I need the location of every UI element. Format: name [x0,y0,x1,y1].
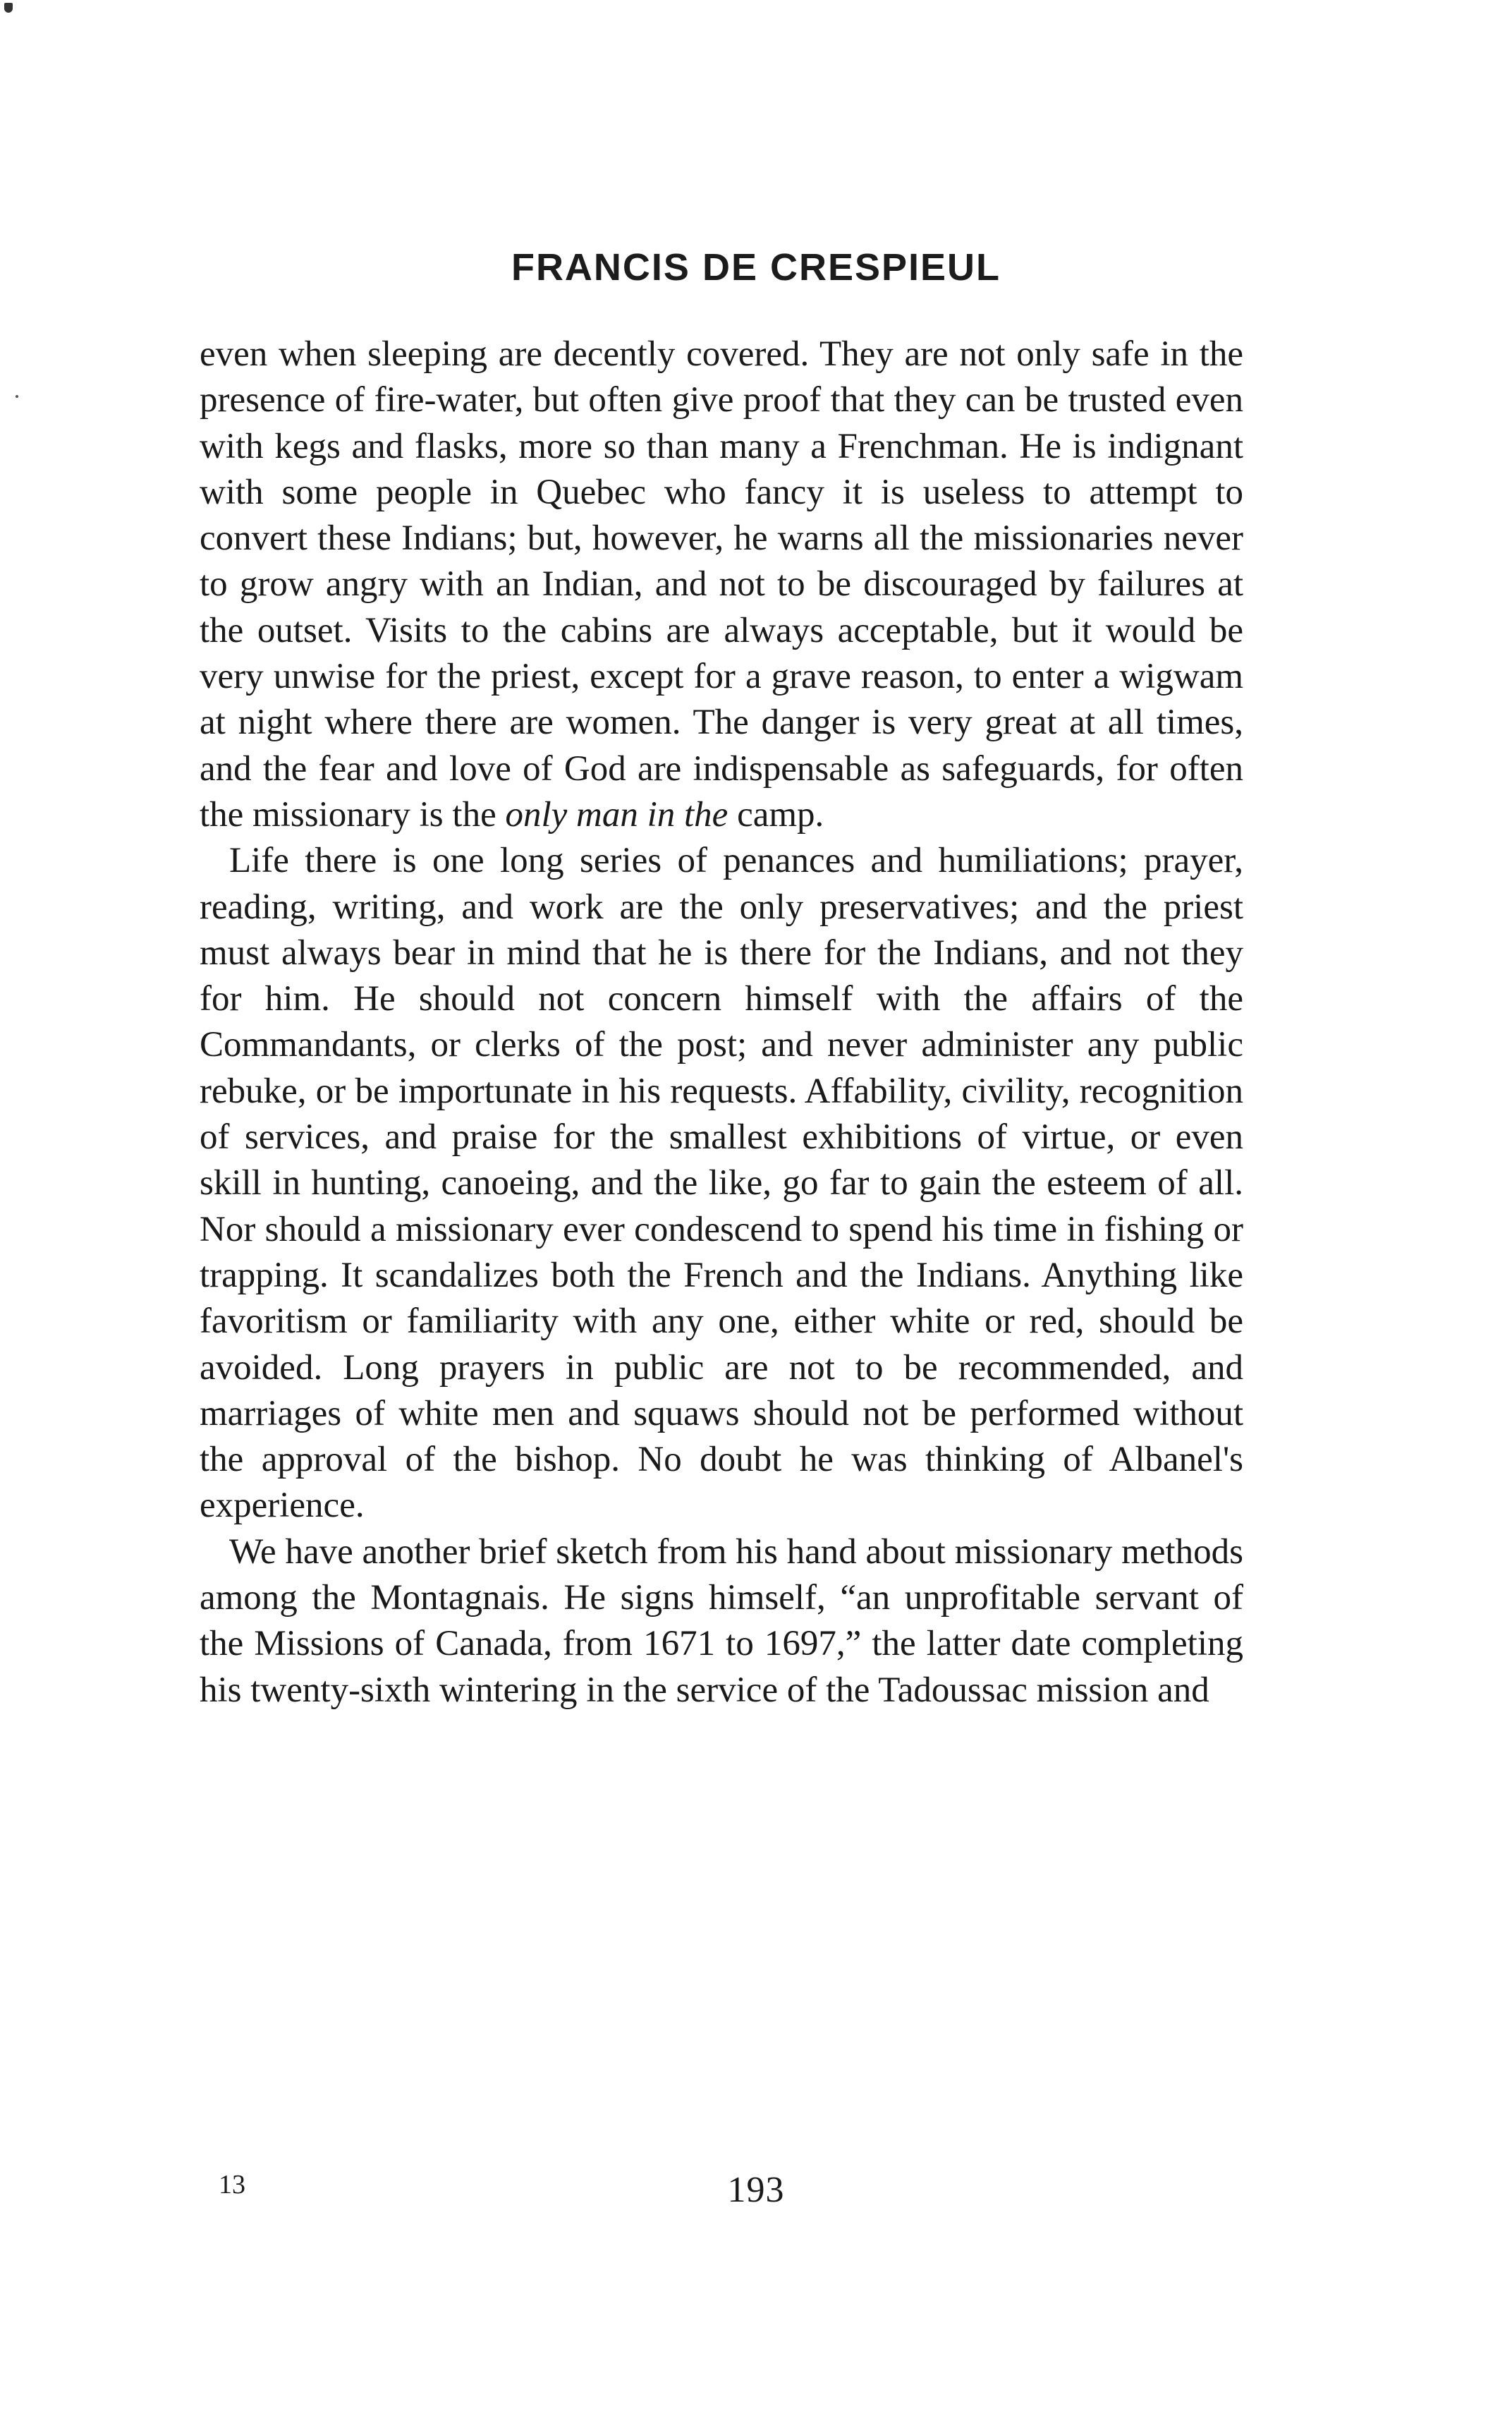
paragraph-1 [200,332,1243,838]
signature-mark: 13 [219,2170,245,2199]
page-number: 193 [727,2170,785,2210]
page-footer [0,2169,1512,2211]
paragraph-1-italic-text: only man in the [505,794,728,835]
paragraph-3: We have another brief sketch from his hand about missionary methods among the Montagnais. He signs himself, “an unprofitable servant of the Missions of Canada, from 1671 to 1697,” the latter date completing his twenty-sixth wintering in the service of the Tadoussac mission and [200,1531,1243,1710]
scan-artifact-mark [4,3,13,13]
body-text [200,332,1243,1713]
running-head-title: FRANCIS DE CRESPIEUL [511,246,1001,289]
paragraph-1-text: even when sleeping are decently covered. They are not only safe in the presence of fire-water, but often give proof that they can be trusted even with kegs and flasks, more so than many a Frenchman. He is indignant with some people in Quebec who fancy it is useless to attempt to convert these Indians; but, however, he warns all the missionaries never to grow angry with an Indian, and not to be discouraged by failures at the outset. Visits to the cabins are always acceptable, but it would be very unwise for the priest, except for a grave reason, to enter a wigwam at night where there are women. The danger is very great at all times, and the fear and love of God are indispensable as safeguards, for often the missionary is the [200,334,1243,835]
scan-artifact-dot [16,395,18,398]
paragraph-1-tail: camp. [728,794,824,835]
paragraph-2: Life there is one long series of penances and humiliations; prayer, reading, writing, and work are the only preservatives; and the priest must always bear in mind that he is there for the Indians, and not they for him. He should not concern himself with the affairs of the Commandants, or clerks of the post; and never administer any public rebuke, or be importunate in his requests. Affability, civility, recognition of services, and praise for the smallest exhibitions of virtue, or even skill in hunting, canoeing, and the like, go far to gain the esteem of all. Nor should a missionary ever condescend to spend his time in fishing or trapping. It scandalizes both the French and the Indians. Anything like favoritism or familiarity with any one, either white or red, should be avoided. Long prayers in public are not to be recommended, and marriages of white men and squaws should not be performed without the approval of the bishop. No doubt he was thinking of Albanel's experience. [200,841,1243,1526]
